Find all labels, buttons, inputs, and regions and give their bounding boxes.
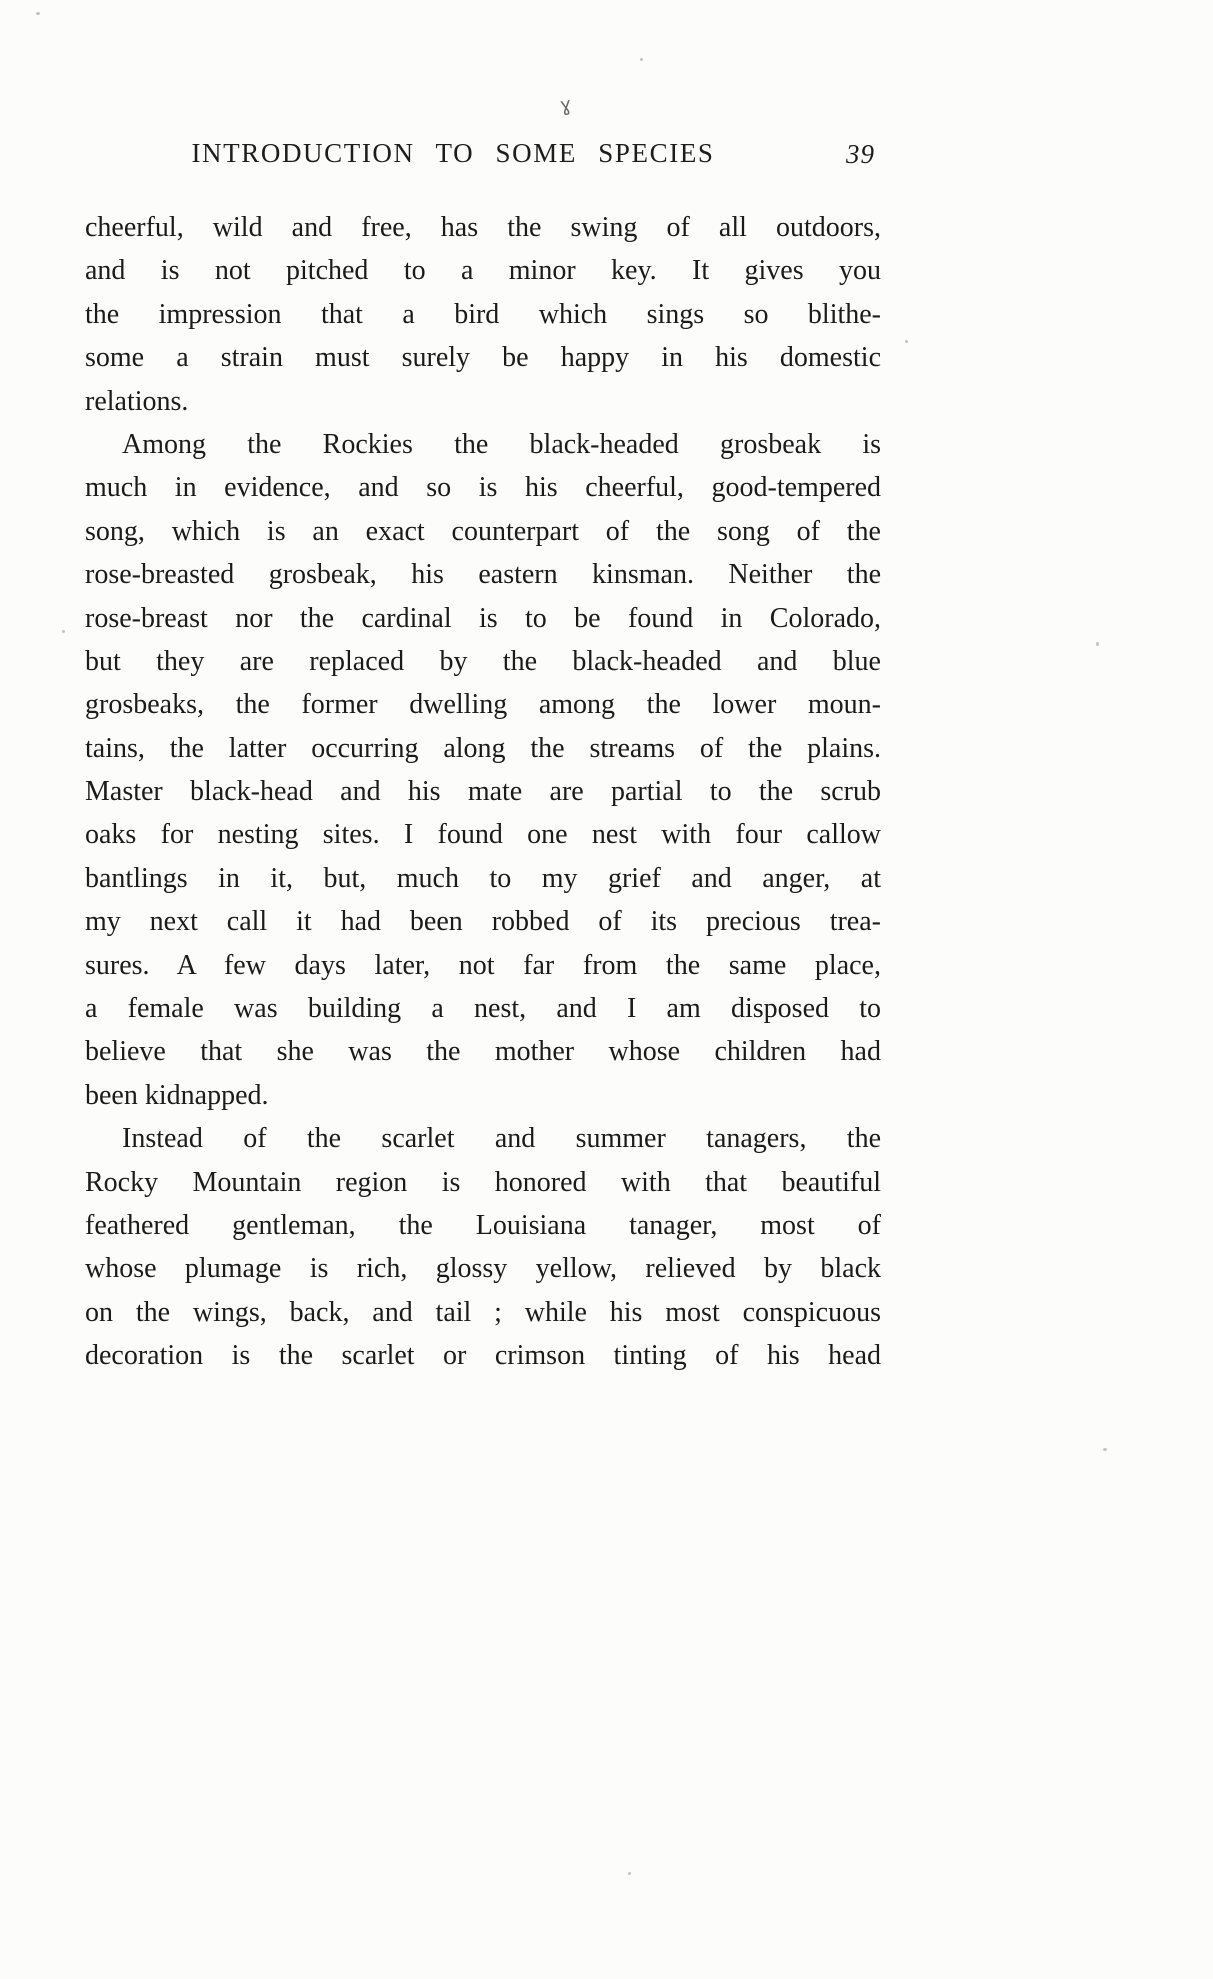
running-head-title: INTRODUCTION TO SOME SPECIES	[191, 138, 715, 168]
text-line: much in evidence, and so is his cheerful, good-tempered	[85, 472, 881, 504]
text-line: believe that she was the mother whose children had	[85, 1036, 881, 1068]
paragraph	[85, 206, 881, 423]
text-line: song, which is an exact counterpart of the song of the	[85, 515, 881, 547]
scan-speck	[36, 12, 40, 15]
text-line: Instead of the scarlet and summer tanagers, the	[122, 1123, 881, 1155]
text-line: Master black-head and his mate are partial to the scrub	[85, 776, 881, 808]
page-number: 39	[846, 139, 875, 169]
text-line: bantlings in it, but, much to my grief and anger, at	[85, 862, 881, 894]
text-block	[85, 138, 881, 1378]
text-line: rose-breasted grosbeak, his eastern kinsman. Neither the	[85, 559, 881, 591]
text-line: feathered gentleman, the Louisiana tanager, most of	[85, 1209, 881, 1241]
paragraph	[85, 423, 881, 1117]
text-line: tains, the latter occurring along the streams of the plains.	[85, 732, 881, 764]
scan-speck	[62, 630, 65, 633]
text-line: some a strain must surely be happy in his domestic	[85, 342, 881, 374]
paragraph	[85, 1117, 881, 1377]
text-line: my next call it had been robbed of its precious trea-	[85, 906, 881, 938]
text-line: relations.	[85, 385, 189, 417]
scan-speck	[640, 58, 643, 61]
text-line: been kidnapped.	[85, 1079, 269, 1111]
text-line: Rocky Mountain region is honored with that beautiful	[85, 1166, 881, 1198]
text-line: cheerful, wild and free, has the swing of all outdoors,	[85, 212, 881, 243]
text-line: a female was building a nest, and I am disposed to	[85, 993, 881, 1025]
page-header	[85, 138, 881, 184]
text-line: oaks for nesting sites. I found one nest with four callow	[85, 819, 881, 851]
text-line: the impression that a bird which sings so blithe-	[85, 298, 881, 330]
text-line: Among the Rockies the black-headed grosbeak is	[122, 428, 881, 460]
text-line: rose-breast nor the cardinal is to be found in Colorado,	[85, 602, 881, 634]
scan-speck	[628, 1872, 631, 1875]
scan-speck	[1103, 1448, 1107, 1451]
stray-printers-mark: ɣ	[558, 93, 573, 117]
text-line: on the wings, back, and tail ; while his most conspicuous	[85, 1296, 881, 1328]
text-line: whose plumage is rich, glossy yellow, relieved by black	[85, 1253, 881, 1285]
text-line: and is not pitched to a minor key. It gives you	[85, 255, 881, 287]
scan-speck	[905, 340, 908, 343]
text-line: but they are replaced by the black-headed and blue	[85, 645, 881, 677]
text-line: decoration is the scarlet or crimson tinting of his head	[85, 1340, 881, 1372]
text-line: sures. A few days later, not far from the same place,	[85, 949, 881, 981]
text-line: grosbeaks, the former dwelling among the lower moun-	[85, 689, 881, 721]
scan-speck	[1096, 642, 1099, 646]
